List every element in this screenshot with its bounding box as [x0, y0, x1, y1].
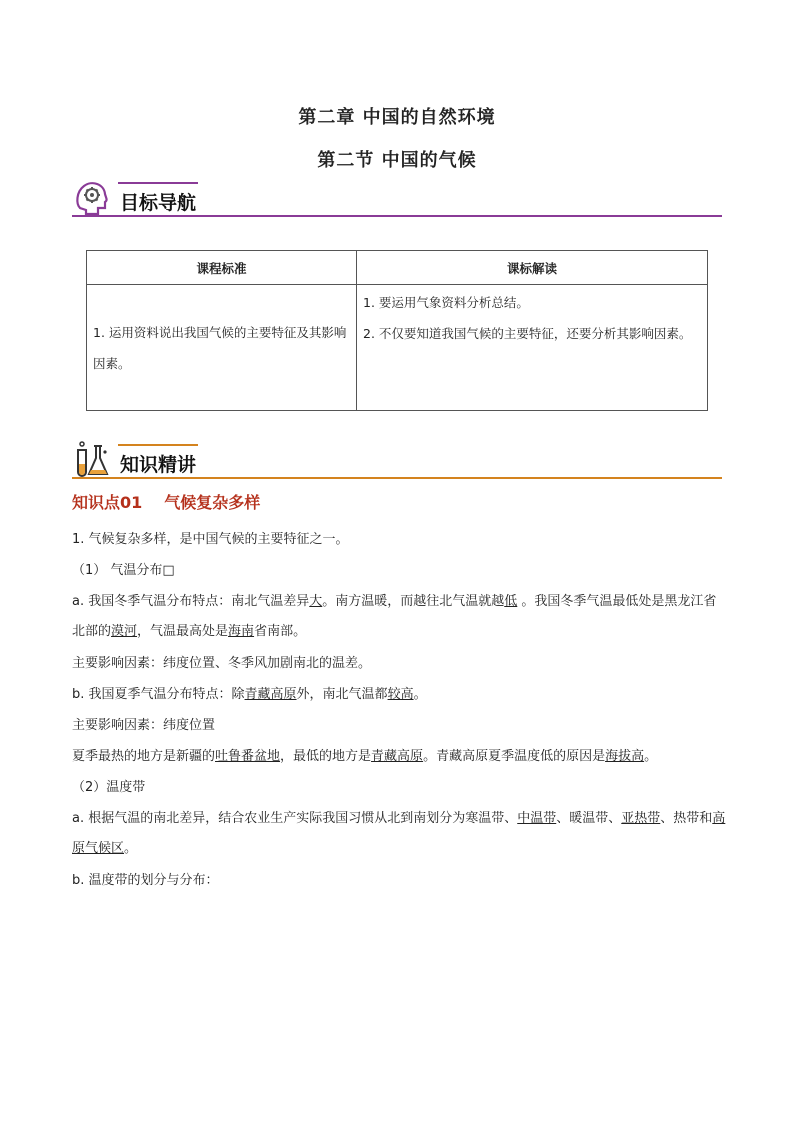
text-run: a. 根据气温的南北差异，结合农业生产实际我国习惯从北到南划分为寒温带、	[72, 811, 518, 826]
text-run: 。	[413, 687, 427, 702]
text-run: 省南部。	[254, 624, 307, 639]
paragraph	[72, 804, 727, 864]
text-run: ，最低的地方是	[280, 749, 372, 764]
paragraph	[72, 742, 727, 772]
header-rule	[72, 215, 722, 217]
section-title: 第二节 中国的气候	[317, 150, 477, 171]
standard-cell: 1. 运用资料说出我国气候的主要特征及其影响因素。	[87, 285, 357, 411]
paragraph: b. 温度带的划分与分布：	[72, 873, 219, 888]
text-run: 夏季最热的地方是新疆的	[72, 749, 216, 764]
text-run: ，气温最高处是	[137, 624, 229, 639]
underlined-term: 青藏高原	[244, 687, 297, 702]
standards-table	[86, 250, 708, 411]
paragraph: 主要影响因素：纬度位置、冬季风加剧南北的温差。	[72, 656, 372, 671]
lab-flask-icon	[72, 440, 112, 480]
paragraph	[72, 680, 727, 710]
text-run: 。我国冬季气温最低处是黑龙江省北部的	[72, 594, 717, 639]
underlined-term: 中温带	[517, 811, 557, 826]
paragraph: 1. 气候复杂多样，是中国气候的主要特征之一。	[72, 532, 349, 547]
table-header-row	[87, 251, 708, 285]
knowledge-section-header	[72, 440, 722, 480]
interpretation-item: 2. 不仅要知道我国气候的主要特征，还要分析其影响因素。	[363, 326, 692, 341]
nav-section-label: 目标导航	[120, 192, 197, 214]
nav-section-header	[72, 178, 722, 218]
text-run: a. 我国冬季气温分布特点：南北气温差异	[72, 594, 310, 609]
underlined-term: 亚热带	[621, 811, 661, 826]
table-row	[87, 285, 708, 411]
header-rule	[72, 477, 722, 479]
interpretation-cell	[357, 285, 708, 411]
underlined-term: 青藏高原	[371, 749, 424, 764]
underlined-term: 海南	[228, 624, 255, 639]
text-run: 。青藏高原夏季温度低的原因是	[423, 749, 606, 764]
underlined-term: 较高	[387, 687, 414, 702]
knowledge-point-title: 气候复杂多样	[164, 493, 261, 512]
text-run: 。	[124, 841, 138, 856]
underlined-term: 低	[504, 594, 518, 609]
paragraph: 主要影响因素：纬度位置	[72, 718, 216, 733]
underlined-term: 海拔高	[605, 749, 645, 764]
subheading: （2）温度带	[72, 780, 146, 795]
text-run: 、热带和	[660, 811, 713, 826]
brain-gear-icon	[72, 178, 112, 218]
table-header: 课标解读	[357, 251, 708, 285]
underlined-term: 大	[309, 594, 323, 609]
table-header: 课程标准	[87, 251, 357, 285]
text-run: 。	[644, 749, 658, 764]
underlined-term: 高原气候区	[72, 811, 726, 856]
knowledge-point-number: 知识点01	[72, 493, 143, 512]
paragraph	[72, 587, 727, 647]
text-run: 、暖温带、	[556, 811, 622, 826]
knowledge-point-heading	[72, 490, 260, 513]
text-run: b. 我国夏季气温分布特点：除	[72, 687, 245, 702]
text-run: 外，南北气温都	[296, 687, 388, 702]
header-decoration-line	[118, 444, 198, 446]
underlined-term: 漠河	[111, 624, 138, 639]
text-run: 。南方温暖，而越往北气温就越	[322, 594, 505, 609]
subheading: （1） 气温分布□	[72, 563, 175, 578]
underlined-term: 吐鲁番盆地	[215, 749, 281, 764]
chapter-title: 第二章 中国的自然环境	[298, 107, 496, 128]
interpretation-item: 1. 要运用气象资料分析总结。	[363, 295, 529, 310]
knowledge-section-label: 知识精讲	[120, 454, 197, 476]
header-decoration-line	[118, 182, 198, 184]
